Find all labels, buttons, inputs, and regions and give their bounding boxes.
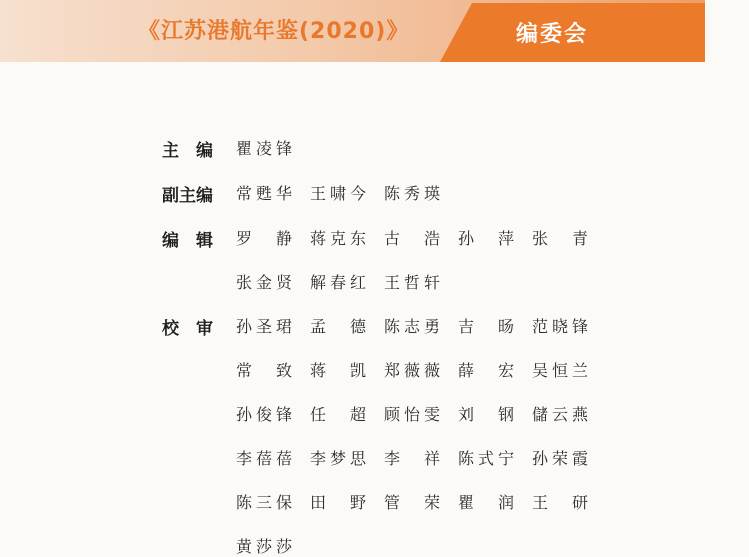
member-name: 王啸今 bbox=[310, 184, 366, 203]
member-name: 陈式宁 bbox=[458, 449, 514, 468]
member-name: 王哲轩 bbox=[384, 273, 440, 292]
role-chief-editor: 主编 bbox=[162, 141, 230, 161]
member-name: 刘钢 bbox=[458, 405, 514, 424]
member-name: 任超 bbox=[310, 405, 366, 424]
member-name: 陈三保 bbox=[236, 493, 292, 512]
member-name: 孙荣霞 bbox=[532, 449, 588, 468]
member-name: 孙俊锋 bbox=[236, 405, 292, 424]
member-name: 儲云燕 bbox=[532, 405, 588, 424]
member-name: 陈秀瑛 bbox=[384, 184, 440, 203]
member-name: 常甦华 bbox=[236, 184, 292, 203]
role-editors: 编辑 bbox=[162, 231, 230, 251]
role-proofreaders: 校审 bbox=[162, 319, 230, 339]
member-name: 孟德 bbox=[310, 317, 366, 336]
member-name: 李梦思 bbox=[310, 449, 366, 468]
member-name: 孙圣珺 bbox=[236, 317, 292, 336]
member-name: 黄莎莎 bbox=[236, 537, 292, 556]
member-name: 郑薇薇 bbox=[384, 361, 440, 380]
member-name: 薛宏 bbox=[458, 361, 514, 380]
member-name: 李蓓蓓 bbox=[236, 449, 292, 468]
member-name: 古浩 bbox=[384, 229, 440, 248]
member-name: 罗静 bbox=[236, 229, 292, 248]
member-name: 李祥 bbox=[384, 449, 440, 468]
member-name: 孙萍 bbox=[458, 229, 514, 248]
member-name: 瞿凌锋 bbox=[236, 139, 292, 158]
member-name: 陈志勇 bbox=[384, 317, 440, 336]
section-label: 编委会 bbox=[516, 22, 589, 47]
member-name: 范晓锋 bbox=[532, 317, 588, 336]
member-name: 田野 bbox=[310, 493, 366, 512]
member-name: 瞿润 bbox=[458, 493, 514, 512]
member-name: 王研 bbox=[532, 493, 588, 512]
member-name: 张青 bbox=[532, 229, 588, 248]
member-name: 吴恒兰 bbox=[532, 361, 588, 380]
role-deputy-chief-editor: 副主编 bbox=[162, 186, 213, 206]
member-name: 蒋凯 bbox=[310, 361, 366, 380]
member-name: 常致 bbox=[236, 361, 292, 380]
book-title: 《江苏港航年鉴(2020)》 bbox=[138, 19, 410, 44]
member-name: 解春红 bbox=[310, 273, 366, 292]
member-name: 顾怡雯 bbox=[384, 405, 440, 424]
member-name: 张金贤 bbox=[236, 273, 292, 292]
member-name: 蒋克东 bbox=[310, 229, 366, 248]
member-name: 吉旸 bbox=[458, 317, 514, 336]
member-name: 管荣 bbox=[384, 493, 440, 512]
